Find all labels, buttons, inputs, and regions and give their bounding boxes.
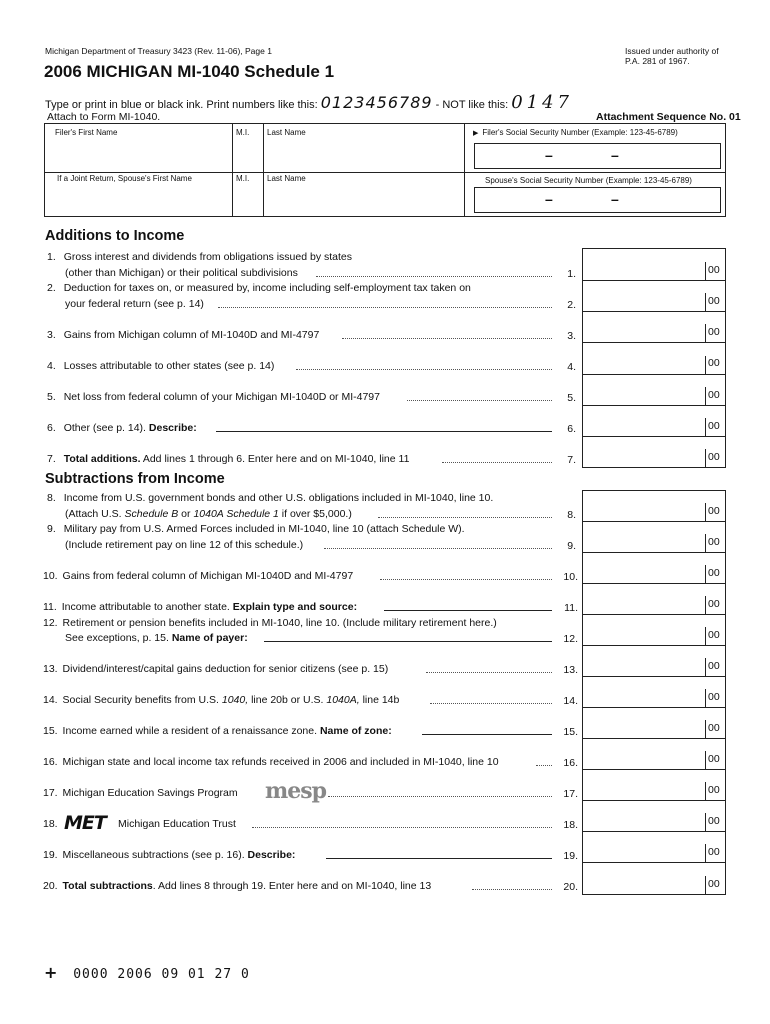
line-6-text: 6. Other (see p. 14). Describe: [47,422,197,434]
form-department: Michigan Department of Treasury 3423 (Rev. 11-06), Page 1 [45,46,272,56]
ink-instruction: Type or print in blue or black ink. Print numbers like this: 0123456789 - NOT like this: 0147 [45,92,574,113]
spouse-ssn-label: Spouse's Social Security Number (Example: 123-45-6789) [485,176,692,185]
line-19-text: 19. Miscellaneous subtractions (see p. 16). Describe: [43,849,296,861]
line-15-zone-field[interactable] [422,734,552,735]
line-12-text: 12. Retirement or pension benefits included in MI-1040, line 10. (Include military retirement here.) [43,617,497,629]
line-14-amount[interactable] [584,689,704,707]
line-1-text: 1. Gross interest and dividends from obligations issued by states [47,251,353,263]
line-13-text: 13. Dividend/interest/capital gains deduction for senior citizens (see p. 15) [43,663,389,675]
line-16-text: 16. Michigan state and local income tax refunds received in 2006 and included in MI-1040, line 10 [43,756,499,768]
good-number-sample: 0123456789 [320,93,433,112]
spouse-last-name-label: Last Name [267,174,306,183]
line-12-payer-field[interactable] [264,641,552,642]
name-ssn-box [44,123,726,217]
filer-first-name-label: Filer's First Name [55,128,118,137]
line-13-amount[interactable] [584,658,704,676]
line-20-text: 20. Total subtractions. Add lines 8 through 19. Enter here and on MI-1040, line 13 [43,880,432,892]
line-14-text: 14. Social Security benefits from U.S. 1040, line 20b or U.S. 1040A, line 14b [43,694,400,706]
attachment-sequence: Attachment Sequence No. 01 [596,111,741,123]
line-5-text: 5. Net loss from federal column of your Michigan MI-1040D or MI-4797 [47,391,380,403]
attach-note: Attach to Form MI-1040. [47,111,161,123]
filer-mi-label: M.I. [236,128,250,137]
line-19-amount[interactable] [584,844,704,862]
line-11-text: 11. Income attributable to another state. Explain type and source: [43,601,358,613]
page-title: 2006 MICHIGAN MI-1040 Schedule 1 [44,62,335,81]
filer-ssn-input[interactable]: – – [474,143,721,169]
line-2-text: 2. Deduction for taxes on, or measured by, income including self-employment tax taken on [47,282,471,294]
filer-ssn-label: ▶ Filer's Social Security Number (Example: 123-45-6789) [473,128,678,137]
line-10-text: 10. Gains from federal column of Michigan MI-1040D and MI-4797 [43,570,354,582]
line-12-amount[interactable] [584,627,704,645]
line-19-describe-field[interactable] [326,858,552,859]
line-4-amount[interactable] [584,356,704,374]
line-7-amount[interactable] [584,449,704,467]
additions-heading: Additions to Income [45,228,185,244]
line-1-cents: 00 [708,264,720,276]
form-barcode-text: + 0000 2006 09 01 27 0 [44,963,250,982]
spouse-first-name-label: If a Joint Return, Spouse's First Name [57,174,192,183]
line-1-amount[interactable] [584,262,704,280]
line-4-text: 4. Losses attributable to other states (see p. 14) [47,360,275,372]
line-3-amount[interactable] [584,324,704,342]
line-18-amount[interactable] [584,813,704,831]
line-15-amount[interactable] [584,720,704,738]
line-11-amount[interactable] [584,596,704,614]
line-9-amount[interactable] [584,534,704,552]
line-2-amount[interactable] [584,293,704,311]
authority-note: Issued under authority of P.A. 281 of 1967. [625,46,719,66]
filer-last-name-label: Last Name [267,128,306,137]
line-20-amount[interactable] [584,876,704,894]
line-10-amount[interactable] [584,565,704,583]
triangle-right-icon: ▶ [473,130,479,137]
line-6-describe-field[interactable] [216,431,552,432]
bad-number-sample: 0147 [511,92,574,113]
line-6-amount[interactable] [584,418,704,436]
subtractions-heading: Subtractions from Income [45,471,225,487]
spouse-mi-label: M.I. [236,174,250,183]
line-7-text: 7. Total additions. Add lines 1 through 6. Enter here and on MI-1040, line 11 [47,453,410,465]
line-11-source-field[interactable] [384,610,552,611]
line-17-amount[interactable] [584,782,704,800]
met-logo: MET [64,812,106,834]
line-16-amount[interactable] [584,751,704,769]
plus-mark-icon: + [44,963,59,982]
line-18-number: 18. [43,818,58,830]
line-8-amount[interactable] [584,503,704,521]
line-3-text: 3. Gains from Michigan column of MI-1040D and MI-4797 [47,329,320,341]
spouse-ssn-input[interactable]: – – [474,187,721,213]
line-18-text: Michigan Education Trust [118,818,236,830]
line-9-text: 9. Military pay from U.S. Armed Forces included in MI-1040, line 10 (attach Schedule W). [47,523,465,535]
line-17-text: 17. Michigan Education Savings Program [43,787,238,799]
line-15-text: 15. Income earned while a resident of a renaissance zone. Name of zone: [43,725,392,737]
mesp-logo: mesp [265,778,327,804]
line-5-amount[interactable] [584,387,704,405]
line-8-text: 8. Income from U.S. government bonds and other U.S. obligations included in MI-1040, line 10. [47,492,494,504]
